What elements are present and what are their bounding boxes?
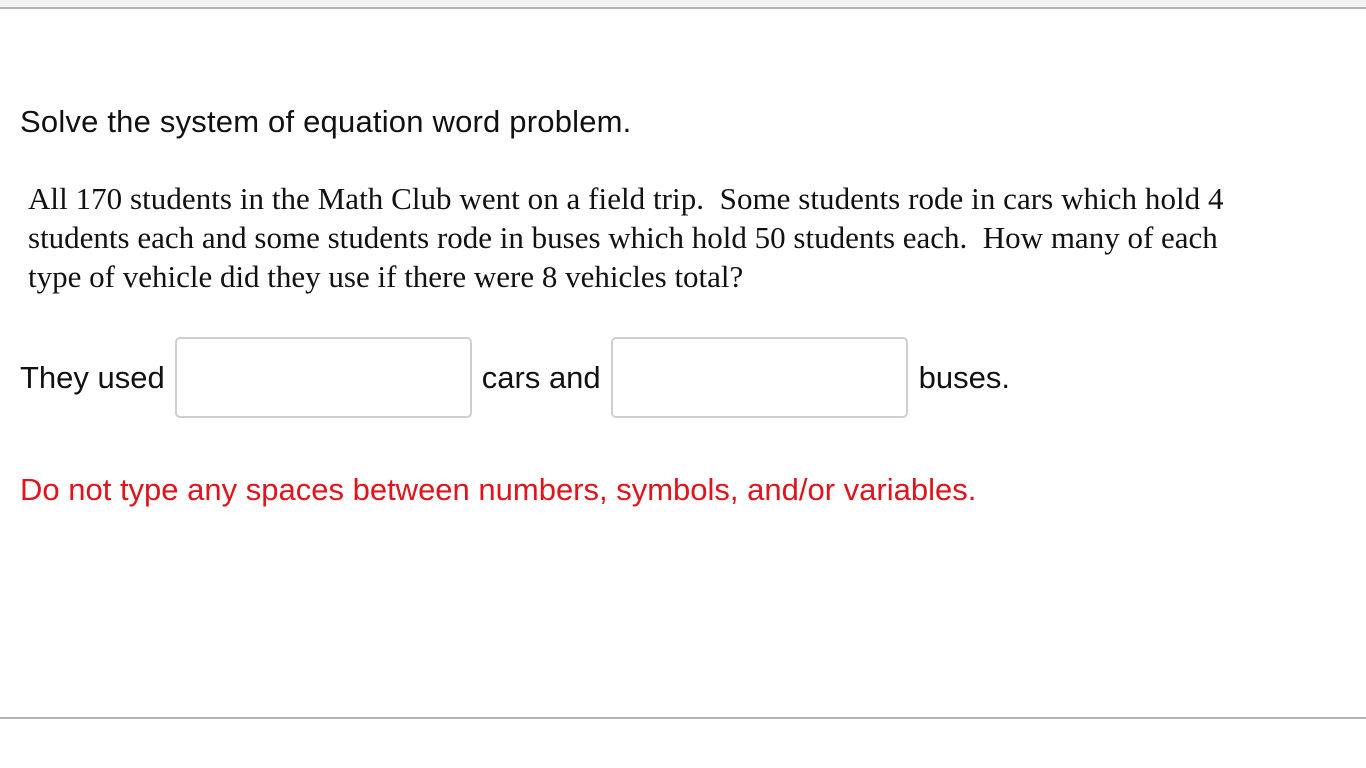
- spacing-warning: Do not type any spaces between numbers, symbols, and/or variables.: [20, 472, 977, 507]
- problem-line: type of vehicle did they use if there were 8 vehicles total?: [28, 259, 744, 294]
- top-divider: [0, 7, 1366, 9]
- cars-answer-input[interactable]: [175, 337, 472, 418]
- bottom-divider: [0, 717, 1366, 719]
- answer-prefix-label: They used: [20, 359, 165, 395]
- problem-line: All 170 students in the Math Club went on a field trip. Some students rode in cars which hold 4: [28, 181, 1224, 216]
- problem-statement: [28, 179, 1224, 296]
- problem-line: students each and some students rode in buses which hold 50 students each. How many of each: [28, 220, 1218, 255]
- top-band: [0, 0, 1366, 7]
- answer-suffix-label: buses.: [918, 359, 1011, 395]
- buses-answer-input[interactable]: [611, 337, 908, 418]
- question-instruction: Solve the system of equation word problem.: [20, 104, 632, 139]
- answer-row: [20, 337, 1010, 418]
- answer-middle-label: cars and: [481, 359, 601, 395]
